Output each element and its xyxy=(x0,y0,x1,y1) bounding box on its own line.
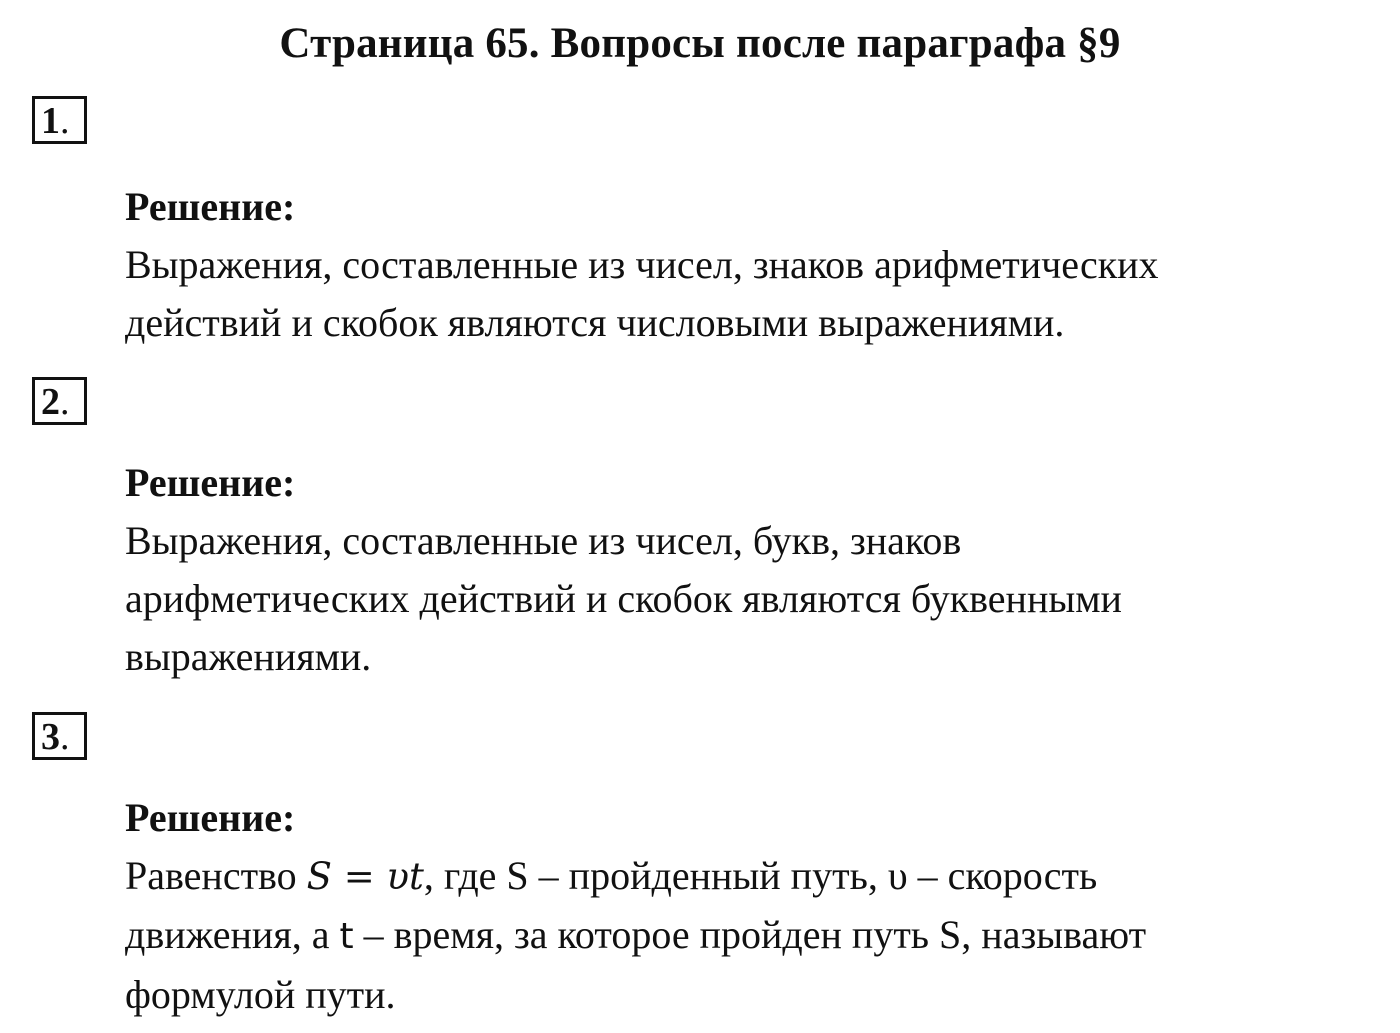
answer-3-line-1-suffix: , где S – пройденный путь, υ – скорость xyxy=(423,853,1098,898)
answer-2 xyxy=(125,454,1365,686)
answer-3-line-1 xyxy=(125,847,1365,906)
question-number-1-dot: . xyxy=(60,100,70,142)
answer-3-text xyxy=(125,847,1365,1024)
question-number-2-digit: 2 xyxy=(41,381,60,423)
answer-2-line-1: Выражения, составленные из чисел, букв, знаков xyxy=(125,518,962,563)
path-formula: 𝑆 = 𝜐𝑡 xyxy=(306,855,424,898)
answer-1 xyxy=(125,178,1365,352)
answer-1-heading: Решение: xyxy=(125,184,296,229)
answer-3 xyxy=(125,789,1365,1024)
question-number-1 xyxy=(32,96,87,144)
time-variable: t xyxy=(339,916,354,957)
question-number-2 xyxy=(32,377,87,425)
answer-2-heading: Решение: xyxy=(125,460,296,505)
answer-3-line-3: формулой пути. xyxy=(125,972,396,1017)
answer-1-text xyxy=(125,236,1365,352)
question-number-3 xyxy=(32,712,87,760)
answer-3-line-2-prefix: движения, а xyxy=(125,912,340,957)
question-number-2-dot: . xyxy=(60,381,70,423)
page-title: Страница 65. Вопросы после параграфа §9 xyxy=(279,20,1121,67)
answer-2-line-3: выражениями. xyxy=(125,634,372,679)
answer-3-line-2-suffix: – время, за которое пройден путь S, называют xyxy=(353,912,1147,957)
answer-1-line-1: Выражения, составленные из чисел, знаков арифметических xyxy=(125,242,1159,287)
answer-1-line-2: действий и скобок являются числовыми выражениями. xyxy=(125,300,1065,345)
answer-2-text xyxy=(125,512,1365,686)
answer-3-heading: Решение: xyxy=(125,795,296,840)
question-number-1-digit: 1 xyxy=(41,100,60,142)
question-number-3-digit: 3 xyxy=(41,716,60,758)
answer-3-line-1-prefix: Равенство xyxy=(125,853,307,898)
answer-2-line-2: арифметических действий и скобок являются буквенными xyxy=(125,576,1122,621)
question-number-3-dot: . xyxy=(60,716,70,758)
answer-3-line-2 xyxy=(125,906,1365,966)
